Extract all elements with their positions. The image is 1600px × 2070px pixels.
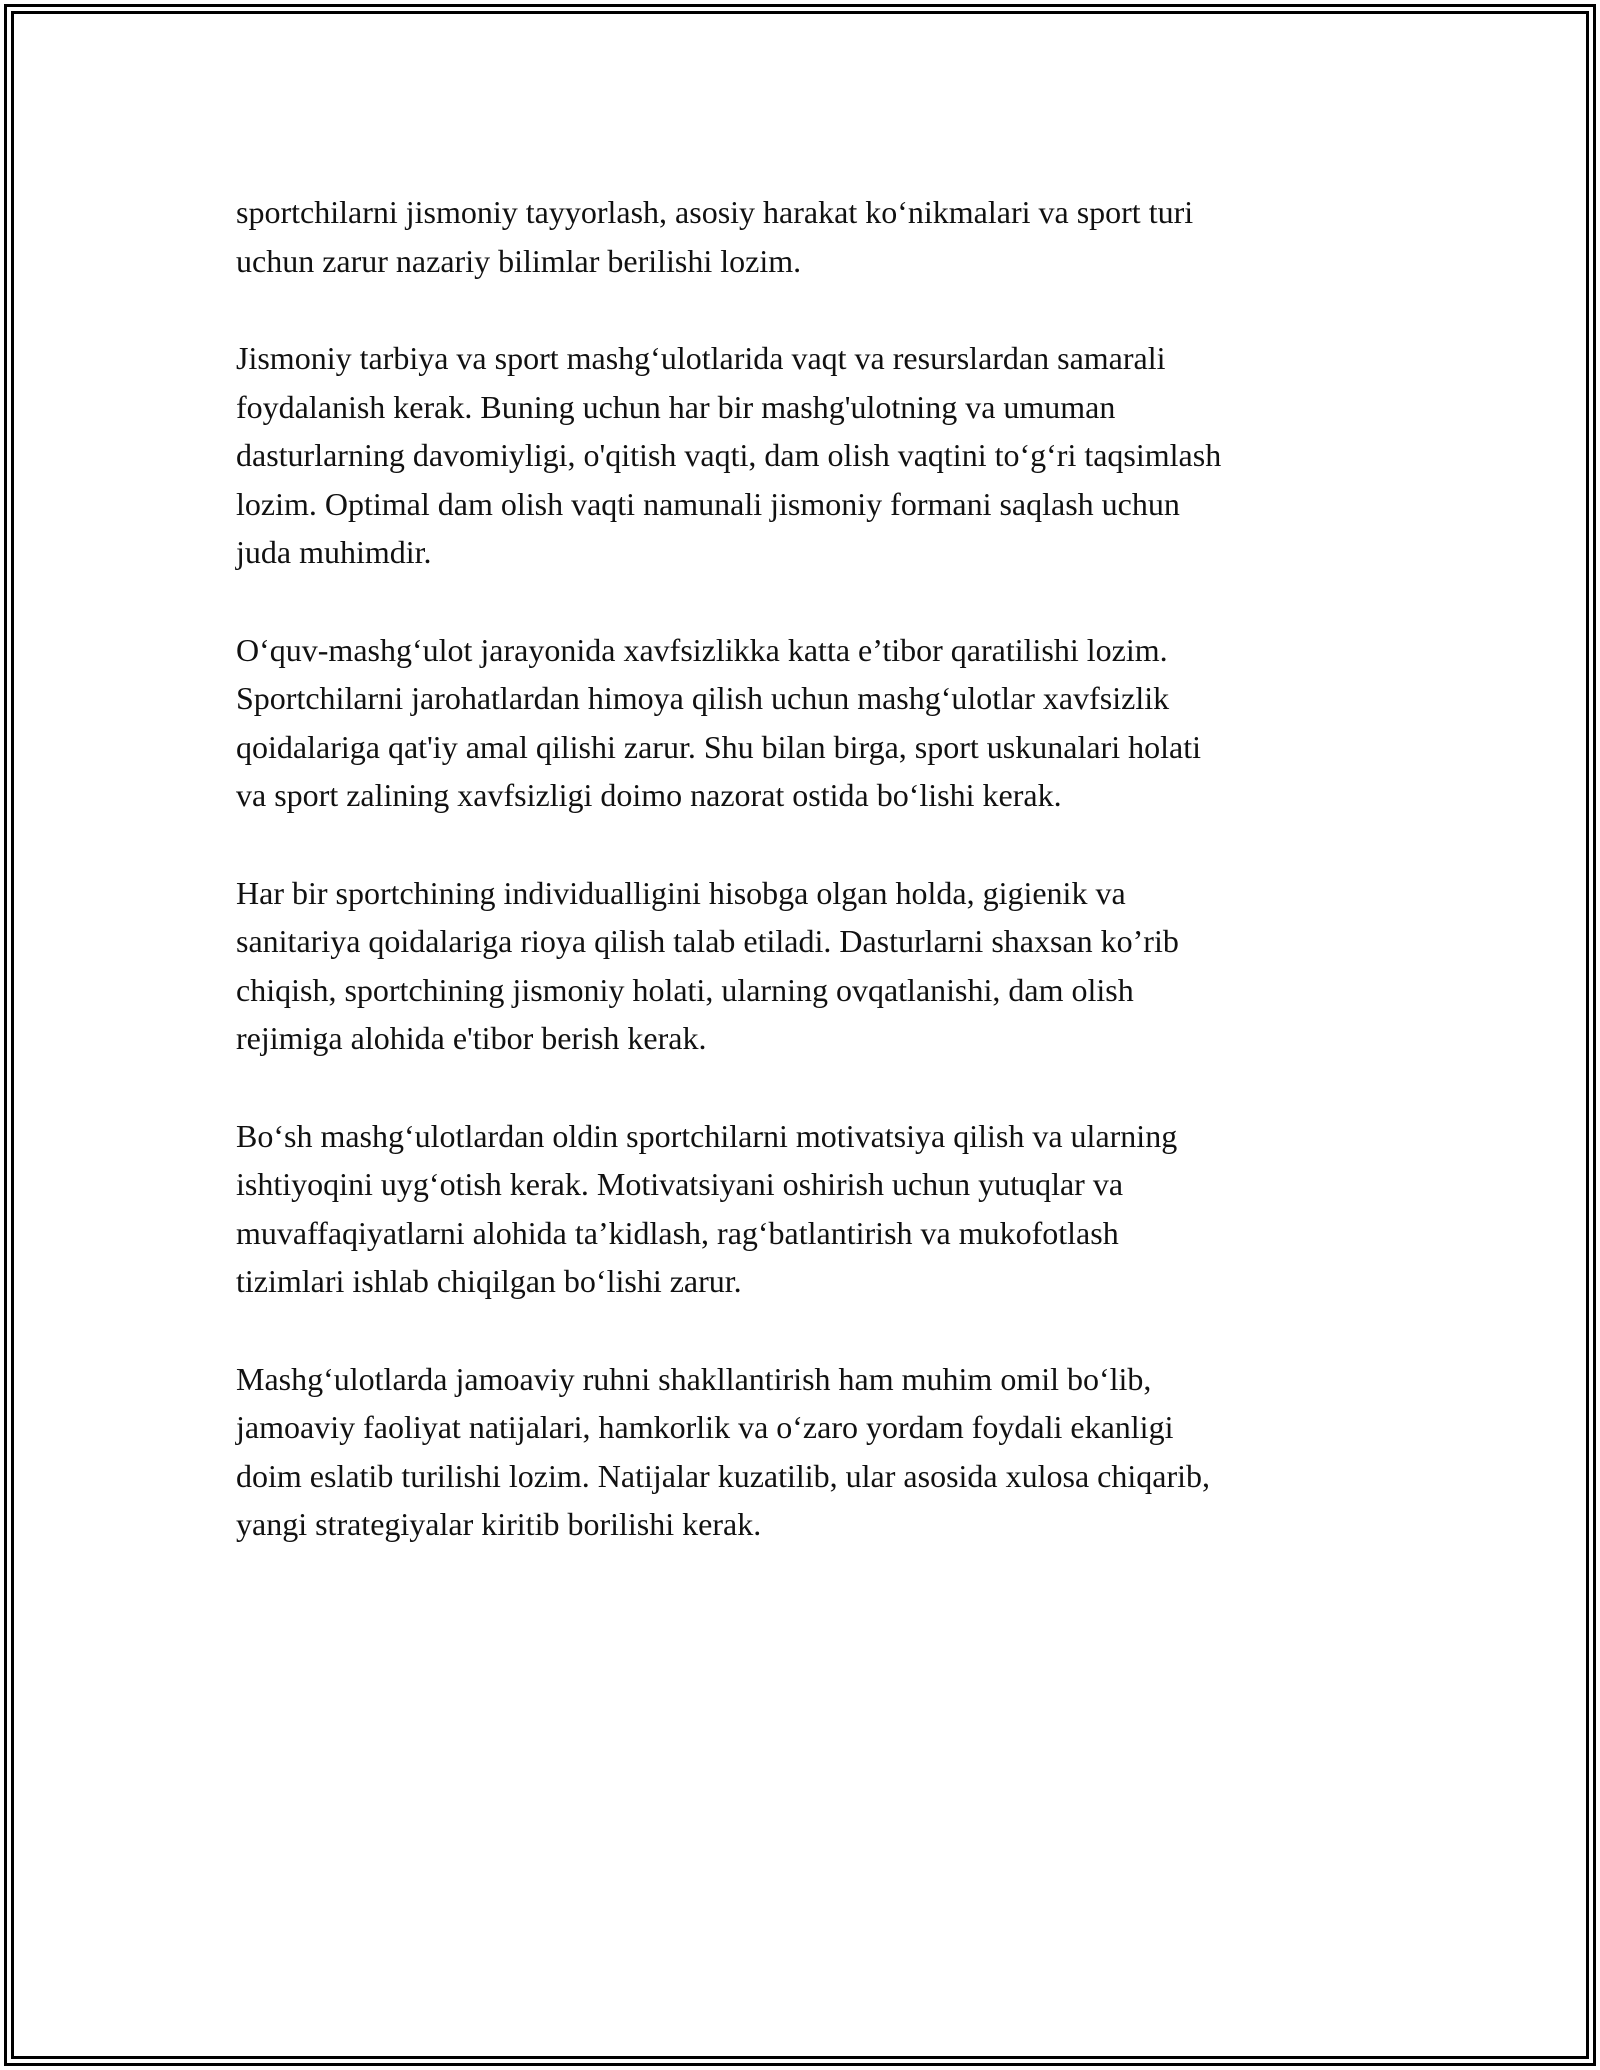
text-line: rejimiga alohida e'tibor berish kerak.: [236, 1020, 707, 1056]
text-line: jamoaviy faoliyat natijalari, hamkorlik va o‘zaro yordam foydali ekanligi: [236, 1409, 1174, 1445]
paragraph: [236, 1112, 1376, 1306]
text-line: lozim. Optimal dam olish vaqti namunali jismoniy formani saqlash uchun: [236, 485, 1180, 522]
text-line: Mashg‘ulotlarda jamoaviy ruhni shakllantirish ham muhim omil bo‘lib,: [236, 1360, 1152, 1397]
text-line: va sport zalining xavfsizligi doimo nazorat ostida bo‘lishi kerak.: [236, 777, 1062, 813]
paragraph: [236, 334, 1376, 577]
document-body: [236, 188, 1376, 1549]
text-line: Bo‘sh mashg‘ulotlardan oldin sportchilarni motivatsiya qilish va ularning: [236, 1117, 1178, 1154]
paragraph: [236, 626, 1376, 820]
text-line: sportchilarni jismoniy tayyorlash, asosiy harakat ko‘nikmalari va sport turi: [236, 194, 1194, 230]
paragraph: [236, 188, 1376, 285]
text-line: dasturlarning davomiyligi, o'qitish vaqti, dam olish vaqtini to‘g‘ri taqsimlash: [236, 437, 1222, 473]
text-line: ishtiyoqini uyg‘otish kerak. Motivatsiyani oshirish uchun yutuqlar va: [236, 1166, 1124, 1202]
text-line: foydalanish kerak. Buning uchun har bir mashg'ulotning va umuman: [236, 388, 1116, 425]
text-line: Har bir sportchining individualligini hisobga olgan holda, gigienik va: [236, 874, 1126, 911]
text-line: tizimlari ishlab chiqilgan bo‘lishi zarur.: [236, 1263, 742, 1299]
text-line: Sportchilarni jarohatlardan himoya qilish uchun mashg‘ulotlar xavfsizlik: [236, 680, 1170, 716]
text-line: doim eslatib turilishi lozim. Natijalar kuzatilib, ular asosida xulosa chiqarib,: [236, 1457, 1210, 1494]
paragraph: [236, 869, 1376, 1063]
text-line: qoidalariga qat'iy amal qilishi zarur. Shu bilan birga, sport uskunalari holati: [236, 728, 1201, 765]
text-line: O‘quv-mashg‘ulot jarayonida xavfsizlikka katta e’tibor qaratilishi lozim.: [236, 631, 1168, 668]
text-line: muvaffaqiyatlarni alohida ta’kidlash, rag‘batlantirish va mukofotlash: [236, 1214, 1119, 1251]
text-line: chiqish, sportchining jismoniy holati, ularning ovqatlanishi, dam olish: [236, 971, 1134, 1008]
text-line: uchun zarur nazariy bilimlar berilishi lozim.: [236, 242, 802, 279]
text-line: yangi strategiyalar kiritib borilishi kerak.: [236, 1506, 762, 1542]
text-line: sanitariya qoidalariga rioya qilish talab etiladi. Dasturlarni shaxsan ko’rib: [236, 923, 1179, 959]
text-line: juda muhimdir.: [236, 534, 432, 570]
text-line: Jismoniy tarbiya va sport mashg‘ulotlarida vaqt va resurslardan samarali: [236, 340, 1166, 376]
paragraph: [236, 1355, 1376, 1549]
